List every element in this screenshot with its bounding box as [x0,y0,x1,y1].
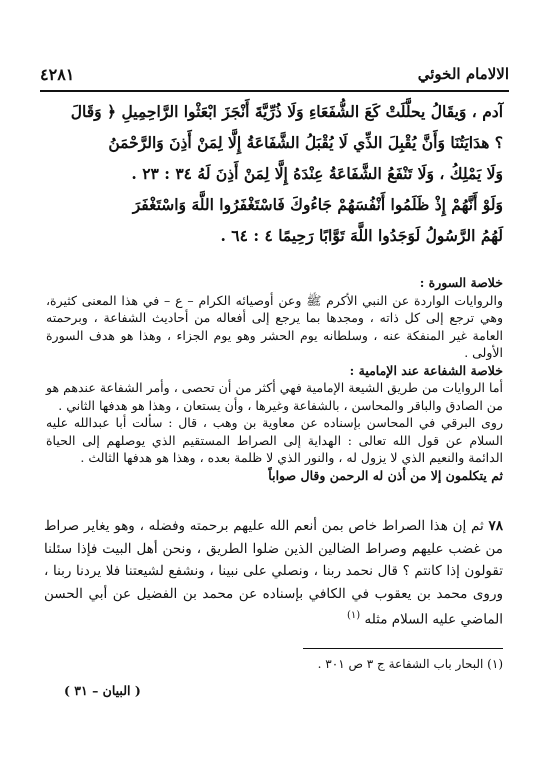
verse-line: آدم ، وَيقَالُ يحلَّلَتْ كَعَ الشُّفَعَاءِ وَلَا ذُرِّيَّةَ أَنْجَزَ ابْعَثْوا الرَّاحِمِيلِ ﴿ وَقَالَ [70,102,503,121]
section-text: ثم إن هذا الصراط خاص بمن أنعم الله عليهم برحمته وفضله ، وهو يغاير صراط من غضب عليهم وصراط الضالين الذين ضلوا الطريق ، ونحن أهل البيت فإذا سئلنا تقولون إذا كانتم ؟ قال نحمد ربنا ، ونصلي على نبينا ، ونشفع لشيعتنا فلا يردنا ربنا ، وروى محمد بن يعقوب في الكافي بإسناده عن محمد بن الفضيل عن أبي الحسن الماضي عليه السلام مثله [44,518,503,628]
section-paragraph [44,515,503,631]
summary-paragraph: والروايات الواردة عن النبي الأكرم ﷺ وعن أوصيائه الكرام – ع – في هذا المعنى كثيرة، وهي ترجع إلى كل ذاته ، ومجدها بما يرجع إلى أفعاله من أحاديث الشفاعة ، وبرحمته العامة غير المنفكة عنه ، وسلطانه يوم الحشر وهو يوم الجزاء ، وهذا هو هدف السورة الأولى . [46,292,503,360]
footnote: (١) البحار باب الشفاعة ج ٣ ص ٣٠١ . [317,657,503,671]
summary-heading: خلاصة السورة : [419,275,503,290]
verse-line: وَلَوْ أَنَّهُمْ إِذْ ظَلَمُوا أَنْفُسَهُمْ جَاءُوكَ فَاسْتَغْفَرُوا اللَّهَ وَاسْتَغْفَرَ [132,195,503,214]
header-divider [40,90,509,92]
summary-paragraph: أما الروايات من طريق الشيعة الإمامية فهي أكثر من أن تحصى ، وأمر الشفاعة عندهم هو من الصادق والباقر والمحاسن ، بالشفاعة وغيرها ، وأن يستعان ، وهذا هو هدفها الثاني . [46,380,503,413]
footnote-reference[interactable]: (١) [346,610,361,621]
verse-line: ؟ هدَايَتُنَا وَأَنَّ يُقْبِلَ الذِّي لَا يُقْبَلُ الشَّفَاعَةُ إِلَّا لِمَنْ أَذِنَ وَالرَّحْمَنُ [108,133,503,152]
quranic-verses [46,96,503,251]
page-header [40,62,509,86]
summary-section [46,274,503,484]
verse-line: لَهُمُ الرَّسُولُ لَوَجَدُوا اللَّهَ تَوَّابًا رَحِيمًا ٤ : ٦٤ . [220,226,503,245]
summary-closing-line: ثم يتكلمون إلا من أذن له الرحمن وقال صواباً [268,467,503,483]
numbered-section [44,515,503,631]
summary-subheading: خلاصة الشفاعة عند الإمامية : [349,362,503,378]
page-number: ٤٢٨١ [40,64,75,84]
running-title: الالامام الخوئي [417,65,509,83]
footnote-divider [303,648,503,649]
verse-line: وَلَا يَمْلِكُ ، وَلَا تَنْفَعُ الشَّفَاعَةُ عِنْدَهُ إِلَّا لِمَنْ أَذِنَ لَهُ ٣٤ : ٢٣ . [131,164,503,183]
section-number: ٧٨ [488,518,503,534]
summary-paragraph: روى البرقي في المحاسن بإسناده عن معاوية بن وهب ، قال : سألت أبا عبدالله عليه السلام عن قول الله تعالى : الهداية إلى الصراط المستقيم الذي يوصلهم إلى الحياة الدائمة والنعيم الذي لا يزول له ، والنور الذي لا ظلمة بعده ، وهذا هو هدفها الثالث . [46,415,503,465]
signature-mark: ( البيان – ٣١ ) [64,683,141,698]
